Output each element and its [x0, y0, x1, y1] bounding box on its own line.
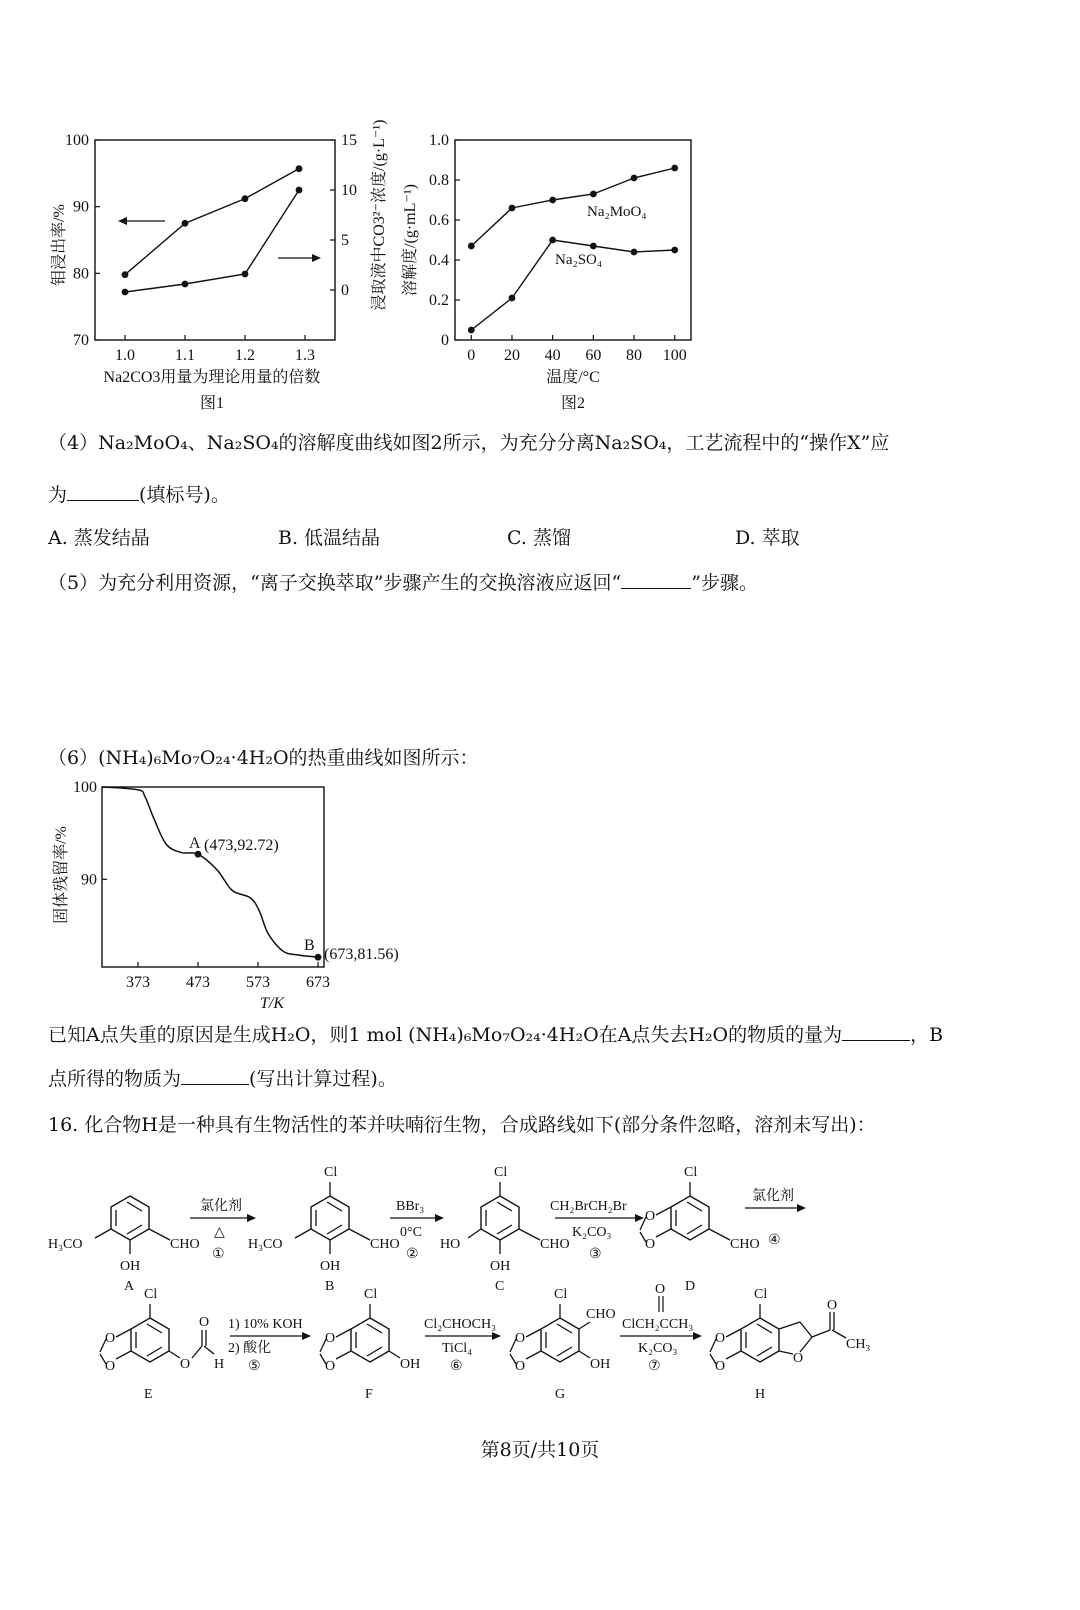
chart-1-ylabel-right: 浸取液中CO3²⁻浓度/(g·L⁻¹)	[371, 119, 388, 311]
data-point	[122, 289, 129, 296]
data-point	[242, 195, 249, 202]
y-tick-label: 1.0	[429, 132, 449, 149]
data-point	[631, 175, 638, 182]
arrow-step-3	[550, 1199, 644, 1262]
chart-2-xlabel: 温度/°C	[546, 369, 600, 386]
step-5: ⑤	[248, 1359, 261, 1374]
reagent-7-o: O	[655, 1282, 666, 1297]
legend-na2moo4: Na₂MoO₄	[587, 204, 647, 220]
data-point	[671, 165, 678, 172]
y-tick-label: 0.6	[429, 212, 449, 229]
right-axis-arrow-head	[312, 254, 321, 262]
chart-3	[40, 775, 440, 1015]
q4-line2-prefix: 为	[48, 484, 68, 506]
data-point	[549, 237, 556, 244]
q6-line1-prefix: 已知A点失重的原因是生成H₂O，则1 mol (NH₄)₆Mo₇O₂₄·4H₂O在A点失去H₂O的物质的量为	[48, 1024, 843, 1046]
compound-g	[510, 1287, 616, 1402]
compound-b	[248, 1165, 400, 1294]
x-tick-label: 80	[626, 347, 643, 364]
chart-3-xlabel: T/K	[259, 995, 285, 1012]
reagent-3: CH₂BrCH₂Br	[550, 1199, 627, 1214]
label-e: E	[144, 1387, 153, 1402]
c-oh: OH	[490, 1259, 511, 1274]
b-oh: OH	[320, 1259, 341, 1274]
reagent-1: 氯化剂	[200, 1199, 242, 1214]
e-o-ester: O	[180, 1357, 191, 1372]
q6-line2	[48, 1066, 397, 1092]
q6-line1	[48, 1022, 943, 1048]
b-cl: Cl	[324, 1165, 338, 1180]
label-b: B	[325, 1279, 335, 1294]
label-d: D	[685, 1279, 696, 1294]
step-2: ②	[406, 1247, 419, 1262]
x-tick-label: 20	[503, 347, 520, 364]
series-line-0	[125, 169, 299, 275]
chart-2-ylabel: 溶解度/(g·mL⁻¹)	[402, 184, 419, 296]
g-oh: OH	[590, 1357, 611, 1372]
compound-d	[640, 1165, 760, 1294]
arrow-step-7	[620, 1282, 702, 1374]
arrow-step-5	[228, 1317, 311, 1374]
q5-line	[48, 570, 758, 596]
step-6: ⑥	[450, 1359, 463, 1374]
q5-prefix: （5）为充分利用资源，“离子交换萃取”步骤产生的交换溶液应返回“	[48, 572, 622, 594]
data-point	[242, 271, 249, 278]
data-point	[468, 327, 475, 334]
q4-option-d: D. 萃取	[735, 527, 800, 549]
reagent-7: ClCH₂CCH₃	[622, 1317, 694, 1332]
compound-f	[320, 1287, 420, 1402]
left-axis-arrow-head	[118, 217, 127, 225]
h-o-ketone: O	[827, 1298, 838, 1313]
h-cl: Cl	[754, 1287, 768, 1302]
reagent-1b: △	[214, 1225, 225, 1240]
data-point	[631, 249, 638, 256]
f-o2: O	[325, 1359, 336, 1374]
y-tick-label: 0.2	[429, 292, 449, 309]
f-oh: OH	[400, 1357, 421, 1372]
reagent-5: 1) 10% KOH	[228, 1317, 303, 1332]
d-cho: CHO	[730, 1237, 760, 1252]
g-cl: Cl	[554, 1287, 568, 1302]
q4-option-a: A. 蒸发结晶	[48, 527, 150, 549]
tg-curve	[102, 787, 318, 957]
compound-h	[710, 1287, 870, 1402]
q5-answer-blank[interactable]	[621, 570, 691, 589]
g-o2: O	[515, 1359, 526, 1374]
point-a-coord: (473,92.72)	[204, 837, 279, 855]
step-3: ③	[589, 1247, 602, 1262]
data-point	[182, 281, 189, 288]
reagent-6: Cl₂CHOCH₃	[424, 1317, 496, 1332]
y-tick-label: 90	[81, 871, 97, 889]
q4-option-c: C. 蒸馏	[507, 527, 571, 549]
x-tick-label: 60	[585, 347, 602, 364]
x-tick-label: 473	[186, 974, 210, 991]
chart-1-ylabel-left: 钼浸出率/%	[51, 204, 68, 286]
compound-c	[440, 1165, 570, 1294]
y-tick-label: 0.4	[429, 252, 449, 269]
chart-2-frame	[455, 140, 691, 340]
q4-line2-suffix: (填标号)。	[139, 484, 230, 506]
chart-1-xlabel: Na2CO3用量为理论用量的倍数	[103, 369, 321, 386]
a-oh: OH	[120, 1259, 141, 1274]
y-right-tick-label: 15	[341, 132, 357, 149]
page-footer: 第8页/共10页	[480, 1439, 600, 1461]
label-c: C	[495, 1279, 505, 1294]
g-cho: CHO	[586, 1307, 616, 1322]
q16-text: 16. 化合物H是一种具有生物活性的苯并呋喃衍生物，合成路线如下(部分条件忽略，溶剂未写出)：	[48, 1114, 876, 1136]
h-o-furan: O	[793, 1351, 804, 1366]
point-b-coord: (673,81.56)	[324, 946, 399, 964]
compound-e	[100, 1287, 224, 1402]
chart-3-ylabel: 固体残留率/%	[53, 826, 70, 924]
q4-answer-blank[interactable]	[67, 482, 139, 501]
d-o2: O	[645, 1237, 656, 1252]
x-tick-label: 1.0	[115, 347, 135, 364]
c-cl: Cl	[494, 1165, 508, 1180]
y-right-tick-label: 5	[341, 232, 349, 249]
q6-answer-blank-1[interactable]	[842, 1022, 910, 1041]
y-left-tick-label: 80	[73, 265, 89, 283]
reagent-4: 氯化剂	[752, 1189, 794, 1204]
chart-1	[40, 110, 388, 420]
reagent-3b: K₂CO₃	[572, 1225, 612, 1240]
chart-2-title: 图2	[560, 395, 586, 412]
d-o1: O	[645, 1209, 656, 1224]
x-tick-label: 1.3	[295, 347, 315, 364]
data-point	[122, 271, 129, 278]
arrow-step-1	[190, 1198, 256, 1262]
label-h: H	[755, 1387, 766, 1402]
step-4: ④	[768, 1233, 781, 1248]
a-cho: CHO	[170, 1237, 200, 1252]
reagent-7b: K₂CO₃	[638, 1341, 678, 1356]
point-b	[315, 954, 322, 961]
y-left-tick-label: 90	[73, 198, 89, 216]
q5-suffix: ”步骤。	[691, 572, 758, 594]
e-cl: Cl	[144, 1287, 158, 1302]
a-h3co: H₃CO	[48, 1237, 83, 1252]
compound-a	[48, 1196, 200, 1294]
q6-line1-suffix: ，B	[910, 1024, 944, 1046]
e-h: H	[214, 1357, 225, 1372]
y-left-tick-label: 70	[73, 332, 89, 349]
x-tick-label: 673	[306, 974, 330, 991]
data-point	[468, 243, 475, 250]
reagent-5b: 2) 酸化	[228, 1341, 272, 1356]
label-a: A	[124, 1279, 135, 1294]
x-tick-label: 1.1	[175, 347, 195, 364]
data-point	[590, 243, 597, 250]
arrow-step-2	[390, 1199, 444, 1262]
y-right-tick-label: 10	[341, 182, 357, 199]
y-left-tick-label: 100	[65, 132, 89, 149]
label-f: F	[365, 1387, 373, 1402]
chart-2	[395, 110, 725, 420]
q6-line2-suffix: (写出计算过程)。	[249, 1068, 397, 1090]
c-ho: HO	[440, 1237, 461, 1252]
chart-1-title: 图1	[199, 395, 225, 412]
x-tick-label: 100	[662, 347, 687, 364]
x-tick-label: 1.2	[235, 347, 255, 364]
e-o-carbonyl: O	[199, 1315, 210, 1330]
step-7: ⑦	[648, 1359, 661, 1374]
legend-na2so4: Na₂SO₄	[555, 252, 603, 268]
data-point	[549, 197, 556, 204]
y-tick-label: 100	[73, 779, 97, 796]
data-point	[296, 165, 303, 172]
q6-line2-prefix: 点所得的物质为	[48, 1068, 182, 1090]
synthesis-route	[40, 1140, 1040, 1410]
x-tick-label: 373	[126, 974, 150, 991]
f-cl: Cl	[364, 1287, 378, 1302]
data-point	[296, 187, 303, 194]
y-tick-label: 0	[441, 332, 449, 349]
data-point	[509, 295, 516, 302]
data-point	[590, 191, 597, 198]
step-1: ①	[212, 1247, 225, 1262]
x-tick-label: 0	[467, 347, 476, 364]
data-point	[182, 220, 189, 227]
x-tick-label: 573	[246, 974, 270, 991]
point-a-label: A	[189, 835, 201, 853]
x-tick-label: 40	[544, 347, 561, 364]
c-cho: CHO	[540, 1237, 570, 1252]
g-o1: O	[515, 1331, 526, 1346]
q4-option-b: B. 低温结晶	[278, 527, 381, 549]
e-o2: O	[105, 1359, 116, 1374]
data-point	[509, 205, 516, 212]
q4-line1: （4）Na₂MoO₄、Na₂SO₄的溶解度曲线如图2所示，为充分分离Na₂SO₄，工艺流程中的“操作X”应	[48, 432, 890, 454]
chart-3-frame	[102, 787, 324, 967]
e-o1: O	[105, 1331, 116, 1346]
q6-answer-blank-2[interactable]	[181, 1066, 249, 1085]
q4-line2	[48, 482, 230, 508]
arrow-step-6	[424, 1317, 501, 1374]
y-tick-label: 0.8	[429, 172, 449, 189]
b-h3co: H₃CO	[248, 1237, 283, 1252]
data-point	[671, 247, 678, 254]
y-right-tick-label: 0	[341, 282, 349, 299]
h-o2: O	[715, 1359, 726, 1374]
reagent-2b: 0°C	[400, 1225, 422, 1240]
reagent-2: BBr₃	[396, 1199, 425, 1214]
reagent-6b: TiCl₄	[442, 1341, 473, 1356]
series-line-1	[125, 190, 299, 292]
h-ch3: CH₃	[846, 1337, 871, 1352]
f-o1: O	[325, 1331, 336, 1346]
b-cho: CHO	[370, 1237, 400, 1252]
h-o1: O	[715, 1331, 726, 1346]
d-cl: Cl	[684, 1165, 698, 1180]
label-g: G	[555, 1387, 566, 1402]
q6-intro: （6）(NH₄)₆Mo₇O₂₄·4H₂O的热重曲线如图所示：	[48, 747, 479, 769]
point-b-label: B	[304, 937, 315, 955]
